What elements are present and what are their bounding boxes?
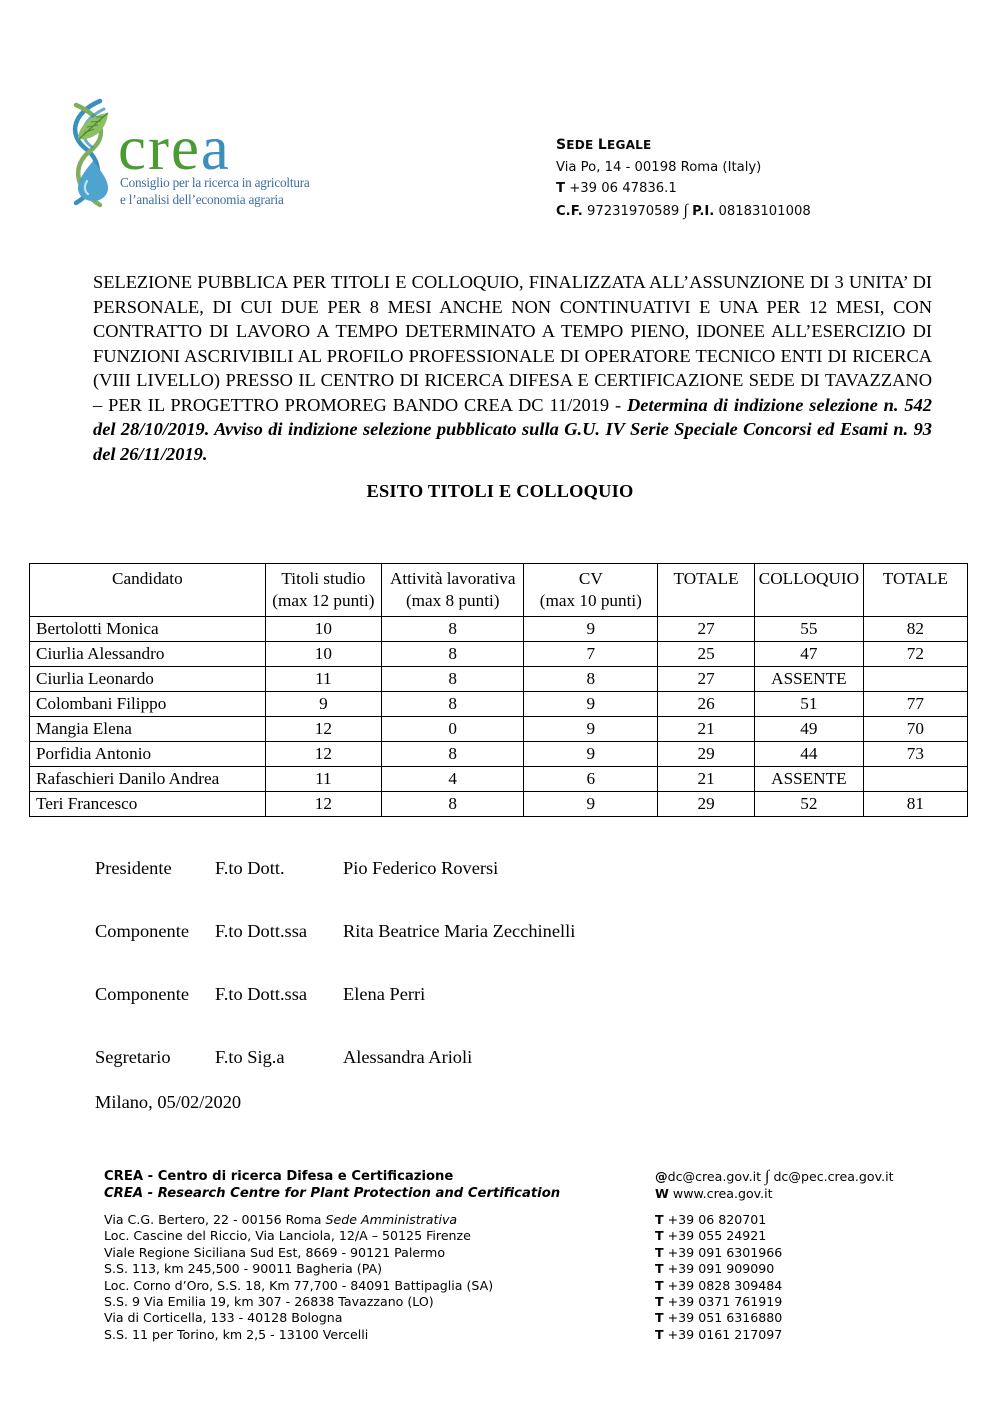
signature-title: F.to Dott.ssa [215,984,308,1004]
footer-phone-value: +39 0828 309484 [667,1277,783,1293]
cell-titoli: 10 [265,617,381,642]
results-table [29,563,968,817]
signature-name: Rita Beatrice Maria Zecchinelli [343,921,576,941]
cell-totale1: 25 [658,642,755,667]
cell-attivita: 8 [382,667,524,692]
cell-colloquio: 44 [755,742,864,767]
phone-label: T [655,1294,664,1310]
cell-titoli: 10 [265,642,381,667]
signature-row [95,984,795,1047]
phone-label: T [655,1212,664,1227]
water-droplet-icon [78,161,108,201]
cell-titoli: 12 [265,742,381,767]
table-row [30,642,968,667]
col-header-cv [524,564,658,617]
footer-phone-item [655,1228,985,1244]
phone-label: T [655,1261,664,1277]
col-header-attivita-lavorativa [382,564,524,617]
selection-title-emphasis: Determina di indizione selezione n. 542 del 28/10/2019. Avviso di indizione selezione pubblicato sulla G.U. IV Serie Speciale Concorsi ed Esami n. 93 del 26/11/2019. [93,394,932,464]
separator-glyph: ∫ [765,1168,770,1185]
table-row [30,692,968,717]
footer-left-column [104,1168,664,1343]
col-header-attivita-line1: Attività lavorativa [389,569,516,588]
cell-totale2 [863,667,967,692]
cell-titoli: 12 [265,792,381,817]
footer-address-text: Via C.G. Bertero, 22 - 00156 Roma [104,1212,322,1227]
cell-totale2 [863,767,967,792]
footer-phone-item [655,1245,985,1261]
results-table-head [30,564,968,617]
web-label: W [655,1186,669,1201]
footer-address-list [104,1212,664,1343]
results-table-container [29,563,968,817]
results-table-body [30,617,968,817]
footer-address-item: Loc. Cascine del Riccio, Via Lanciola, 12/A – 50125 Firenze [104,1228,471,1244]
cell-totale1: 27 [658,617,755,642]
col-header-totale-titoli [658,564,755,617]
cell-titoli: 11 [265,767,381,792]
signature-title: F.to Dott.ssa [215,921,308,941]
footer-phone-value: +39 051 6316880 [667,1310,783,1326]
cf-value: 97231970589 [586,203,680,219]
cell-candidato: Colombani Filippo [30,692,266,717]
cell-candidato: Teri Francesco [30,792,266,817]
col-header-candidato-line1: Candidato [112,569,183,588]
footer-phone-value: +39 091 6301966 [667,1244,783,1260]
footer-address-item: S.S. 113, km 245,500 - 90011 Bagheria (PA) [104,1261,383,1277]
cell-totale2: 77 [863,692,967,717]
col-header-totale-finale [863,564,967,617]
footer-address-item: S.S. 11 per Torino, km 2,5 - 13100 Vercelli [104,1326,369,1342]
footer-phone-item [655,1278,985,1294]
footer-phone-item [655,1327,985,1343]
email-at-icon: @ [655,1169,668,1184]
footer-right-column [655,1168,985,1343]
pi-value: 08183101008 [718,203,811,219]
cell-cv: 6 [524,767,658,792]
col-header-colloquio [755,564,864,617]
cell-candidato: Ciurlia Alessandro [30,642,266,667]
footer-address-note: Sede Amministrativa [325,1212,458,1227]
signature-name: Alessandra Arioli [343,1047,473,1067]
cell-cv: 7 [524,642,658,667]
cell-attivita: 0 [382,717,524,742]
footer-phone-value: +39 06 820701 [667,1212,767,1227]
section-heading: ESITO TITOLI E COLLOQUIO [366,481,634,501]
footer-phone-item [655,1212,985,1228]
signature-block [95,858,795,1110]
footer-address-item: S.S. 9 Via Emilia 19, km 307 - 26838 Tavazzano (LO) [104,1294,434,1310]
cell-colloquio: 52 [755,792,864,817]
fiscal-codes-line [556,200,811,223]
cell-colloquio: 55 [755,617,864,642]
col-header-cv-line2: (max 10 punti) [539,591,642,610]
crea-tagline-line2: e l’analisi dell’economia agraria [120,191,284,207]
phone-label: T [556,181,565,196]
document-header [0,90,1000,230]
signature-row [95,858,795,921]
table-header-row [30,564,968,617]
crea-logo [60,95,360,220]
footer-web-line [655,1185,985,1202]
col-header-totale2-line1: TOTALE [882,569,948,588]
signature-role: Componente [95,984,189,1004]
cell-totale1: 27 [658,667,755,692]
cell-attivita: 8 [382,692,524,717]
footer-email-pec[interactable]: dc@pec.crea.gov.it [773,1169,894,1184]
cell-attivita: 4 [382,767,524,792]
selection-title-main: SELEZIONE PUBBLICA PER TITOLI E COLLOQUIO, FINALIZZATA ALL’ASSUNZIONE DI 3 UNITA’ DI PERSONALE, DI CUI DUE PER 8 MESI ANCHE NON CONTINUATIVI E UNA PER 12 MESI, CON CONTRATTO DI LAVORO A TEMPO DETERMINATO A TEMPO PIENO, IDONEE ALL’ESERCIZIO DI FUNZIONI ASCRIVIBILI AL PROFILO PROFESSIONALE DI OPERATORE TECNICO ENTI DI RICERCA (VIII LIVELLO) PRESSO IL CENTRO DI RICERCA DIFESA E CERTIFICAZIONE SEDE DI TAVAZZANO – PER IL PROGETTRO PROMOREG BANDO CREA DC 11/2019 - [93,272,932,415]
cell-candidato: Porfidia Antonio [30,742,266,767]
cell-attivita: 8 [382,742,524,767]
cell-titoli: 11 [265,667,381,692]
phone-label: T [655,1326,664,1342]
col-header-candidato [30,564,266,617]
footer-centre-name-it: CREA - Centro di ricerca Difesa e Certificazione [104,1169,454,1184]
legal-phone-line [556,178,811,200]
cell-totale2: 82 [863,617,967,642]
signature-row [95,921,795,984]
phone-label: T [655,1228,664,1244]
footer-address-item: Viale Regione Siciliana Sud Est, 8669 - 90121 Palermo [104,1244,446,1260]
cell-totale1: 29 [658,792,755,817]
footer-address-item: Via di Corticella, 133 - 40128 Bologna [104,1310,343,1326]
col-header-cv-line1: CV [578,569,603,588]
footer-phone-item [655,1310,985,1326]
cell-cv: 9 [524,717,658,742]
signature-name: Pio Federico Roversi [343,858,499,878]
cell-totale1: 26 [658,692,755,717]
crea-tagline [120,175,310,208]
phone-label: T [655,1310,664,1326]
crea-wordmark: crea [118,113,231,183]
footer-phone-value: +39 091 909090 [667,1261,775,1277]
cell-totale2: 72 [863,642,967,667]
cell-candidato: Rafaschieri Danilo Andrea [30,767,266,792]
cell-totale2: 81 [863,792,967,817]
signature-role: Presidente [95,858,172,878]
col-header-titoli-line2: (max 12 punti) [272,591,375,610]
cell-titoli: 12 [265,717,381,742]
separator-glyph: ∫ [683,201,688,219]
col-header-totale1-line1: TOTALE [673,569,739,588]
phone-label: T [655,1277,664,1293]
signature-title: F.to Sig.a [215,1047,285,1067]
table-row [30,617,968,642]
cell-totale2: 70 [863,717,967,742]
phone-value: +39 06 47836.1 [569,181,677,196]
cell-colloquio: 47 [755,642,864,667]
pi-label: P.I. [692,203,715,219]
signature-title: F.to Dott. [215,858,285,878]
col-header-titoli-line1: Titoli studio [281,569,366,588]
table-row [30,742,968,767]
cell-candidato: Bertolotti Monica [30,617,266,642]
cell-candidato: Mangia Elena [30,717,266,742]
table-row [30,717,968,742]
signature-role: Segretario [95,1047,171,1067]
col-header-colloquio-line1: COLLOQUIO [758,569,859,588]
cell-cv: 8 [524,667,658,692]
footer-email-line [655,1168,985,1185]
footer-centre-name-en: CREA - Research Centre for Plant Protection and Certification [104,1186,561,1201]
cell-colloquio: 51 [755,692,864,717]
cell-titoli: 9 [265,692,381,717]
cf-label: C.F. [556,203,583,219]
cell-totale1: 21 [658,717,755,742]
phone-label: T [655,1244,664,1260]
signature-role: Componente [95,921,189,941]
legal-address-label: SEDE LEGALE [556,137,652,153]
cell-colloquio: ASSENTE [755,667,864,692]
table-row [30,792,968,817]
footer-phone-item [655,1261,985,1277]
footer-website[interactable]: www.crea.gov.it [672,1186,773,1201]
cell-totale2: 73 [863,742,967,767]
cell-totale1: 29 [658,742,755,767]
cell-cv: 9 [524,617,658,642]
cell-colloquio: ASSENTE [755,767,864,792]
cell-colloquio: 49 [755,717,864,742]
cell-cv: 9 [524,792,658,817]
col-header-attivita-line2: (max 8 punti) [405,591,500,610]
cell-attivita: 8 [382,792,524,817]
footer-email-primary[interactable]: dc@crea.gov.it [667,1169,762,1184]
selection-title [93,270,932,466]
signature-name: Elena Perri [343,984,426,1004]
legal-address-line: Via Po, 14 - 00198 Roma (Italy) [556,159,762,175]
footer-address-item: Loc. Corno d’Oro, S.S. 18, Km 77,700 - 84091 Battipaglia (SA) [104,1277,494,1293]
footer-phone-value: +39 0371 761919 [667,1294,783,1310]
cell-cv: 9 [524,742,658,767]
col-header-titoli-studio [265,564,381,617]
cell-candidato: Ciurlia Leonardo [30,667,266,692]
footer-phone-value: +39 055 24921 [667,1228,767,1244]
footer-phone-value: +39 0161 217097 [667,1326,783,1342]
table-row [30,767,968,792]
footer-phone-list [655,1212,985,1343]
table-row [30,667,968,692]
footer-phone-item [655,1294,985,1310]
crea-tagline-line1: Consiglio per la ricerca in agricoltura [120,175,310,190]
legal-address-block [556,135,811,222]
cell-cv: 9 [524,692,658,717]
footer-address-item [104,1212,664,1228]
cell-totale1: 21 [658,767,755,792]
cell-attivita: 8 [382,642,524,667]
place-and-date: Milano, 05/02/2020 [95,1092,242,1112]
cell-attivita: 8 [382,617,524,642]
